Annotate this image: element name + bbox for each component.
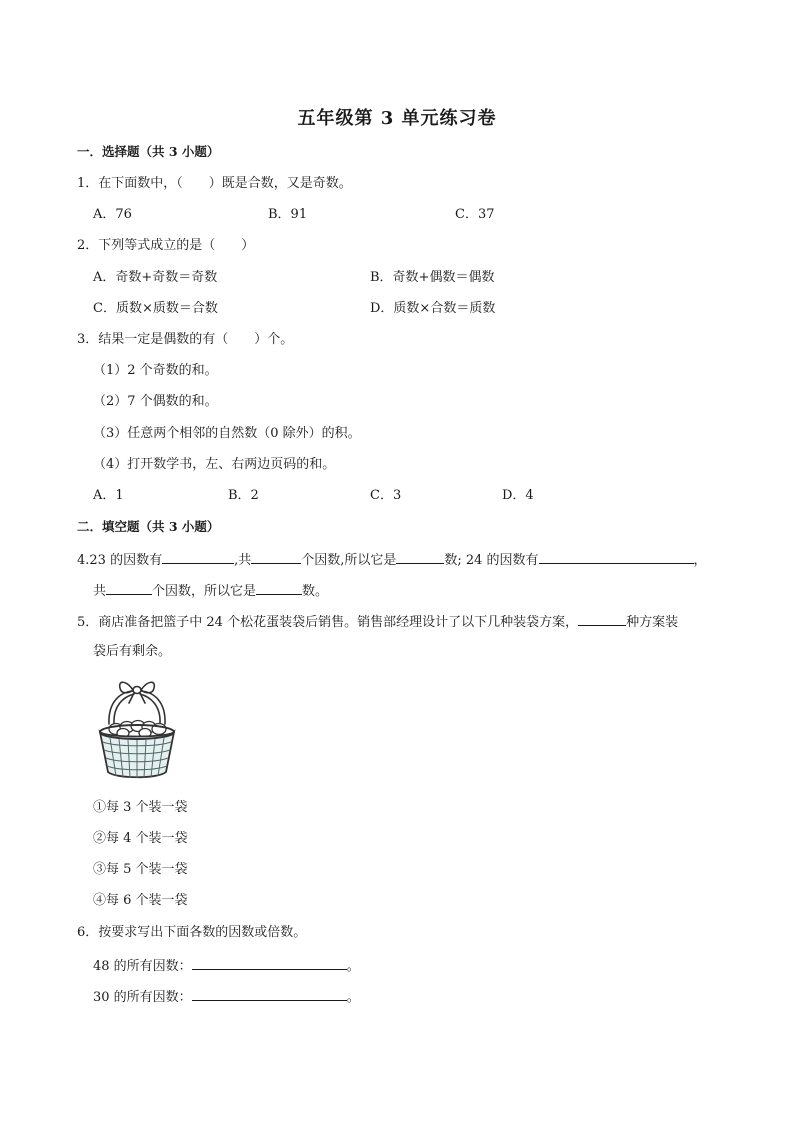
q2-option-b: B．奇数+偶数＝偶数 xyxy=(370,270,495,285)
question-2-stem: 2．下列等式成立的是（ ） xyxy=(77,238,255,253)
question-5-line-1 xyxy=(77,612,678,632)
q5-plan-3: ③每 5 个装一袋 xyxy=(93,862,188,877)
q3-item-4: （4）打开数学书，左、右两边页码的和。 xyxy=(93,457,336,472)
q2-option-c: C．质数×质数＝合数 xyxy=(93,301,218,316)
q2-option-a: A．奇数+奇数＝奇数 xyxy=(93,270,218,285)
q6-label-1: 48 的所有因数： xyxy=(93,959,192,974)
question-1-stem: 1．在下面数中，（ ）既是合数，又是奇数。 xyxy=(77,176,352,191)
q3-item-3: （3）任意两个相邻的自然数（0 除外）的积。 xyxy=(93,426,361,441)
question-3-stem: 3．结果一定是偶数的有（ ）个。 xyxy=(77,332,294,347)
q4-blank-3[interactable] xyxy=(396,550,444,564)
q3-option-a: A．1 xyxy=(93,488,124,503)
question-5-line-2: 袋后有剩余。 xyxy=(93,644,172,659)
q5-plan-1: ①每 3 个装一袋 xyxy=(93,800,188,815)
q1-option-b: B．91 xyxy=(268,207,308,222)
question-4-line-2 xyxy=(93,581,328,601)
q5-text-2: 种方案装 xyxy=(626,615,679,630)
q4-text-8: 数。 xyxy=(302,584,329,599)
q4-blank-1[interactable] xyxy=(162,550,234,564)
q3-item-1: （1）2 个奇数的和。 xyxy=(93,363,218,378)
q6-label-2: 30 的所有因数： xyxy=(93,990,192,1005)
q4-blank-5[interactable] xyxy=(106,581,152,595)
q4-text-6: 共 xyxy=(93,584,107,599)
q5-text-1: 5．商店准备把篮子中 24 个松花蛋装袋后销售。销售部经理设计了以下几种装袋方案， xyxy=(77,615,579,630)
q6-line-2 xyxy=(93,987,360,1007)
q5-blank-1[interactable] xyxy=(578,612,626,626)
q1-option-c: C．37 xyxy=(455,207,495,222)
section-heading-choice: 一．选择题（共 3 小题） xyxy=(77,144,220,159)
q6-end-2: 。 xyxy=(346,990,360,1005)
q3-option-c: C．3 xyxy=(370,488,402,503)
q5-plan-2: ②每 4 个装一袋 xyxy=(93,831,188,846)
q4-text-7: 个因数，所以它是 xyxy=(152,584,257,599)
question-6-stem: 6．按要求写出下面各数的因数或倍数。 xyxy=(77,925,307,940)
q2-option-d: D．质数×合数＝质数 xyxy=(370,301,496,316)
q6-end-1: 。 xyxy=(346,959,360,974)
page-title: 五年级第 3 单元练习卷 xyxy=(297,108,497,129)
q4-blank-2[interactable] xyxy=(251,550,301,564)
egg-basket-image xyxy=(96,676,178,782)
q4-blank-6[interactable] xyxy=(256,581,302,595)
q5-plan-4: ④每 6 个装一袋 xyxy=(93,893,188,908)
question-4-line-1 xyxy=(77,550,707,570)
q6-blank-2[interactable] xyxy=(192,987,347,1001)
q6-line-1 xyxy=(93,956,360,976)
q4-text-1: 4.23 的因数有 xyxy=(77,553,163,568)
q4-text-4: 数; 24 的因数有 xyxy=(444,553,539,568)
q4-text-5: ， xyxy=(693,553,707,568)
q6-blank-1[interactable] xyxy=(192,956,347,970)
q1-option-a: A．76 xyxy=(93,207,132,222)
section-heading-fill: 二．填空题（共 3 小题） xyxy=(77,519,220,534)
q3-option-b: B．2 xyxy=(228,488,259,503)
q4-text-2: ,共 xyxy=(234,553,252,568)
q3-item-2: （2）7 个偶数的和。 xyxy=(93,394,218,409)
q3-option-d: D．4 xyxy=(502,488,534,503)
q4-blank-4[interactable] xyxy=(539,550,694,564)
q4-text-3: 个因数,所以它是 xyxy=(301,553,397,568)
